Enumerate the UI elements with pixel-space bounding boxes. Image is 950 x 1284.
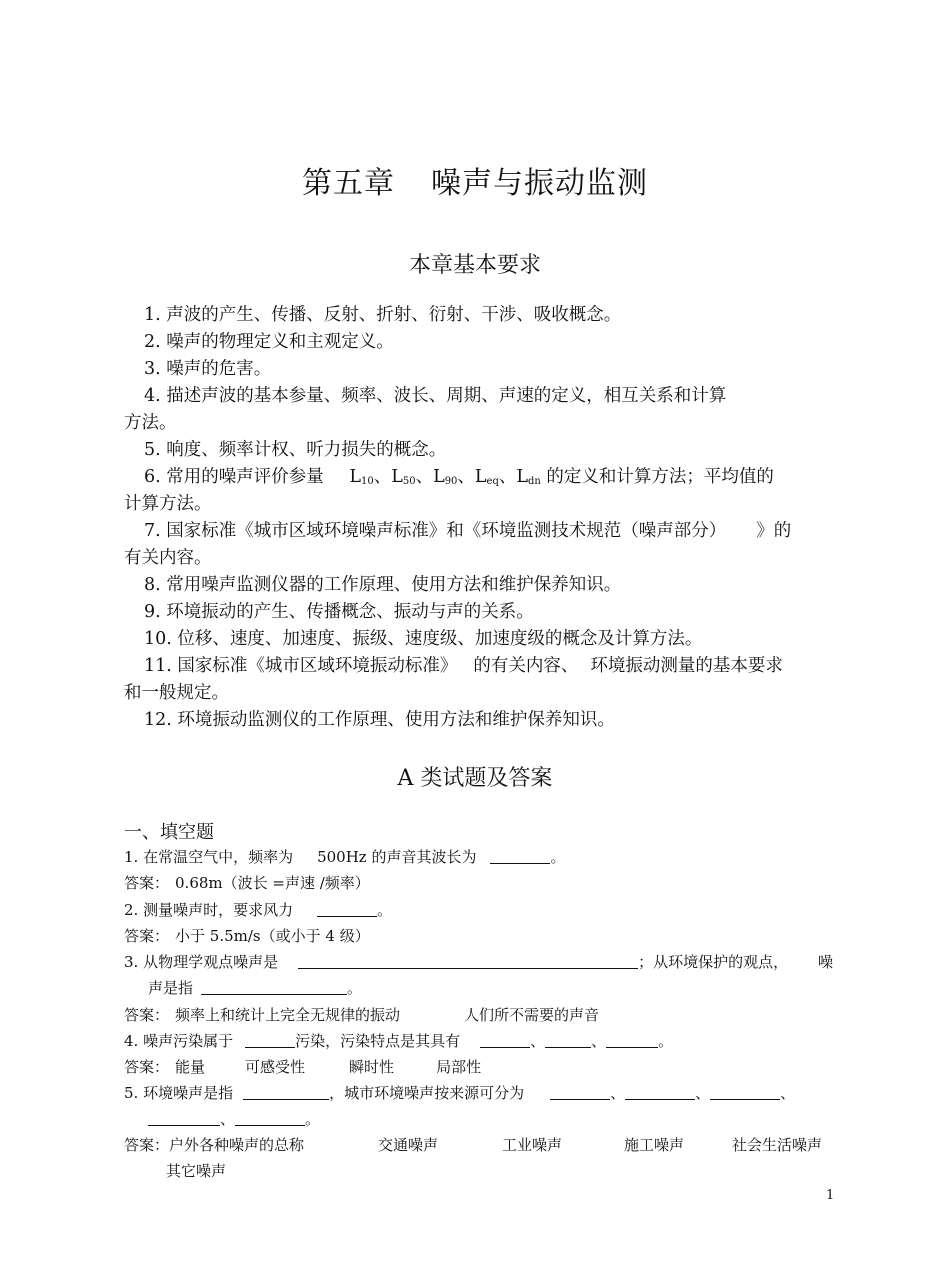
blank [606, 1032, 658, 1048]
blank [235, 1110, 305, 1126]
chapter-number: 第五章 [302, 166, 395, 201]
answer-5-item: 工业噪声 [502, 1136, 563, 1154]
blank [201, 979, 347, 995]
requirement-3: 3. 噪声的危害。 [144, 359, 272, 379]
fill-in-heading: 一、填空题 [124, 822, 214, 843]
page-title [0, 158, 950, 202]
requirement-9: 9. 环境振动的产生、传播概念、振动与声的关系。 [144, 602, 534, 622]
question-3-wrap: 噪 [818, 953, 834, 971]
blank [148, 1110, 220, 1126]
requirement-12: 12. 环境振动监测仪的工作原理、使用方法和维护保养知识。 [144, 710, 615, 730]
page-number: 1 [826, 1188, 835, 1203]
question-2: 2. 测量噪声时，要求风力 。 [124, 901, 393, 919]
chapter-title: 噪声与振动监测 [431, 166, 648, 201]
question-1: 1. 在常温空气中，频率为 500Hz 的声音其波长为 。 [124, 848, 566, 866]
answer-5-item: 交通噪声 [378, 1136, 439, 1154]
answer-5-item: 社会生活噪声 [732, 1136, 823, 1154]
question-4: 4. 噪声污染属于 污染，污染特点是其具有 、 、 。 [124, 1032, 674, 1050]
answer-3: 答案： 频率上和统计上完全无规律的振动 人们所不需要的声音 [124, 1006, 600, 1024]
blank [317, 901, 377, 917]
requirement-7: 7. 国家标准《城市区域环境噪声标准》和《环境监测技术规范（噪声部分） 》的 [144, 521, 792, 541]
blank [480, 1032, 530, 1048]
requirement-10: 10. 位移、速度、加速度、振级、速度级、加速度级的概念及计算方法。 [144, 629, 703, 649]
requirement-6-cont: 计算方法。 [124, 494, 212, 514]
answer-5-item: 施工噪声 [624, 1136, 685, 1154]
answer-2: 答案： 小于 5.5m/s（或小于 4 级） [124, 927, 370, 945]
blank [298, 953, 638, 969]
question-5: 5. 环境噪声是指 ，城市环境噪声按来源可分为 、 、 、 [124, 1084, 796, 1102]
section-a-heading: A 类试题及答案 [397, 766, 553, 791]
question-5-cont: 、 。 [148, 1108, 320, 1129]
answer-1: 答案： 0.68m（波长 =声速 /频率） [124, 874, 370, 892]
answer-5: 答案：户外各种噪声的总称 [124, 1136, 305, 1154]
requirement-4-cont: 方法。 [124, 413, 177, 433]
requirement-8: 8. 常用噪声监测仪器的工作原理、使用方法和维护保养知识。 [144, 575, 622, 595]
blank [243, 1084, 329, 1100]
answer-5-item: 其它噪声 [166, 1162, 227, 1180]
answer-4: 答案： 能量 可感受性 瞬时性 局部性 [124, 1058, 482, 1076]
requirement-11: 11. 国家标准《城市区域环境振动标准》 的有关内容、 环境振动测量的基本要求 [144, 656, 783, 676]
requirement-4: 4. 描述声波的基本参量、频率、波长、周期、声速的定义，相互关系和计算 [144, 386, 727, 406]
blank [545, 1032, 591, 1048]
requirement-5: 5. 响度、频率计权、听力损失的概念。 [144, 440, 447, 460]
requirement-11-cont: 和一般规定。 [124, 683, 229, 703]
blank [710, 1084, 780, 1100]
requirement-6: 6. 常用的噪声评价参量 $L_{10}$、$L_{50}$、$L_{90}$、$L_{eq}$、$L_{dn}$ 的定义和计算方法；平均值的 [144, 467, 774, 487]
blank [490, 848, 550, 864]
blank [245, 1032, 295, 1048]
requirement-7-cont: 有关内容。 [124, 548, 212, 568]
blank [550, 1084, 610, 1100]
question-3: 3. 从物理学观点噪声是 ；从环境保护的观点， [124, 953, 789, 971]
requirements-heading: 本章基本要求 [408, 253, 541, 278]
blank [625, 1084, 695, 1100]
requirement-2: 2. 噪声的物理定义和主观定义。 [144, 332, 394, 352]
question-3-cont: 声是指 。 [148, 979, 363, 997]
requirement-1: 1. 声波的产生、传播、反射、折射、衍射、干涉、吸收概念。 [144, 305, 622, 325]
